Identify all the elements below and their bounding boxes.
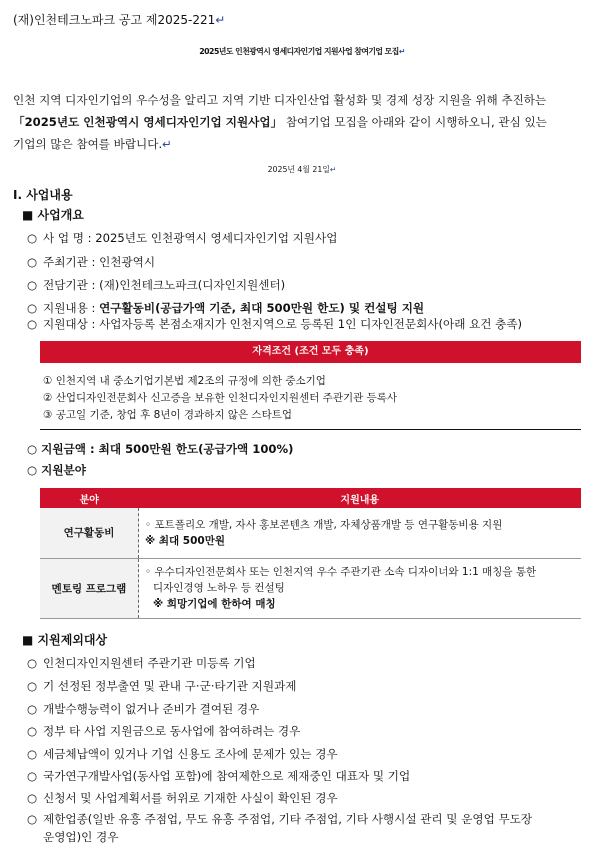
notice-number: (재)인천테크노파크 공고 제2025-221↵ [13,13,226,27]
overview-item: ○ 지원내용 : 연구활동비(공급가액 기준, 최대 500만원 한도) 및 컨설팅 지원 [27,301,425,315]
condition-item: ② 산업디자인전문회사 신고증을 보유한 인천디자인지원센터 주관기관 등록사 [43,392,398,404]
notice-date: 2025년 4월 21일↵ [267,165,337,174]
table-cell: 멘토링 프로그램 [40,558,139,618]
support-field: ○ 지원분야 [27,463,86,477]
exclusion-item: ○ 개발수행능력이 없거나 준비가 결여된 경우 [27,702,260,716]
section-heading: Ⅰ. 사업내용 [13,188,73,202]
exclusion-item: ○ 기 선정된 정부출연 및 관내 구·군·타기관 지원과제 [27,679,297,693]
exclusion-item: ○ 세금체납액이 있거나 기업 신용도 조사에 문제가 있는 경우 [27,747,338,761]
exclusion-item: ○ 신청서 및 사업계획서를 허위로 기재한 사실이 확인된 경우 [27,791,338,805]
support-table [40,488,581,619]
exclusion-item: ○ 인천디자인지원센터 주관기관 미등록 기업 [27,656,256,670]
exclusion-heading: ■ 지원제외대상 [22,633,108,647]
table-row [40,558,581,618]
overview-item: ○ 전담기관 : (재)인천테크노파크(디자인지원센터) [27,278,286,292]
intro-paragraph: 인천 지역 디자인기업의 우수성을 알리고 지역 기반 디자인산업 활성화 및 경제 성장 지원을 위해 추진하는 「2025년도 인천광역시 영세디자인기업 지원사업」 참여기업 모집을 아래와 같이 시행하오니, 관심 있는 기업의 많은 참여를 바랍니다.↵ [13,93,547,151]
exclusion-item-cont: 운영업)인 경우 [43,830,119,844]
condition-item: ③ 공고일 기준, 창업 후 8년이 경과하지 않은 스타트업 [43,409,292,421]
page-title: 2025년도 인천광역시 영세디자인기업 지원사업 참여기업 모집↵ [199,47,405,56]
table-header: 지원내용 [139,488,582,508]
exclusion-item: ○ 제한업종(일반 유흥 주점업, 무도 유흥 주점업, 기타 주점업, 기타 사행시설 관리 및 운영업 무도장 [27,812,533,826]
overview-item: ○ 주최기관 : 인천광역시 [27,255,156,269]
exclusion-item: ○ 국가연구개발사업(동사업 포함)에 참여제한으로 제재중인 대표자 및 기업 [27,769,411,783]
exclusion-item: ○ 정부 타 사업 지원금으로 동사업에 참여하려는 경우 [27,724,301,738]
table-cell: ◦ 우수디자인전문회사 또는 인천지역 우수 주관기관 소속 디자이너와 1:1 매칭을 통한 디자인경영 노하우 등 컨설팅 ※ 희망기업에 한하여 매칭 [139,558,582,618]
table-cell: 연구활동비 [40,508,139,558]
eligibility-bar: 자격조건 (조건 모두 충족) [40,341,581,363]
support-amount: ○ 지원금액 : 최대 500만원 한도(공급가액 100%) [27,442,294,456]
overview-item: ○ 사 업 명 : 2025년도 인천광역시 영세디자인기업 지원사업 [27,231,338,245]
overview-item: ○ 지원대상 : 사업자등록 본점소재지가 인천지역으로 등록된 1인 디자인전문회사(아래 요건 충족) [27,317,523,331]
condition-item: ① 인천지역 내 중소기업기본법 제2조의 규정에 의한 중소기업 [43,375,326,387]
table-row [40,508,581,558]
overview-heading: ■ 사업개요 [22,208,84,222]
divider [40,429,581,430]
program-name: 「2025년도 인천광역시 영세디자인기업 지원사업」 [13,115,283,129]
table-cell: ◦ 포트폴리오 개발, 자사 홍보콘텐츠 개발, 자체상품개발 등 연구활동비용 지원 ※ 최대 500만원 [139,508,582,558]
table-header: 분야 [40,488,139,508]
